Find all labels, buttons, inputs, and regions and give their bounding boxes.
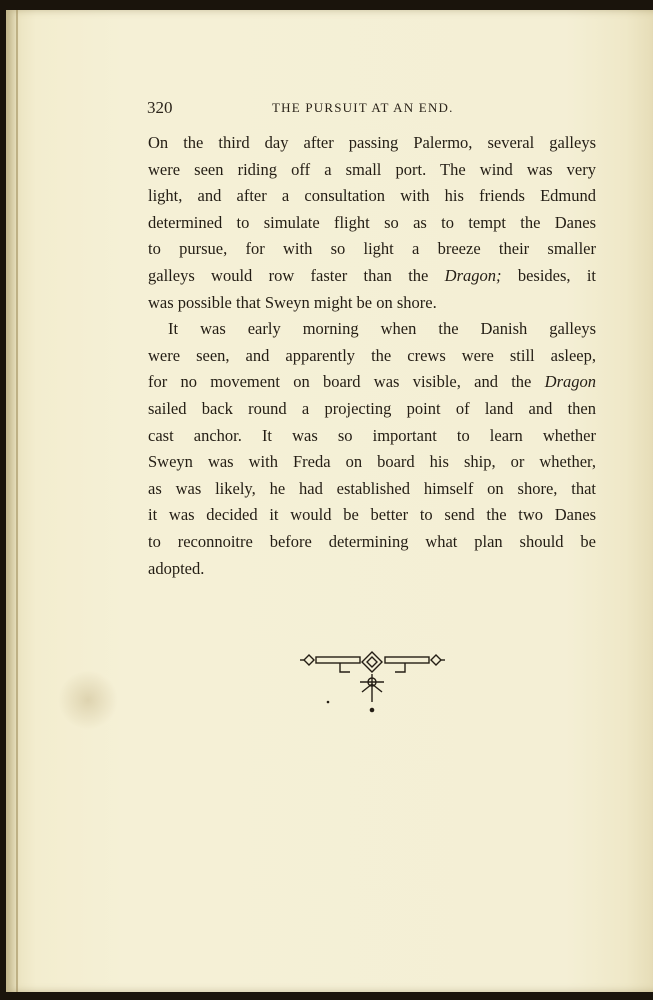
text-segment: for no movement on board was visible, and the: [148, 372, 545, 392]
text-line: adopted.: [148, 558, 205, 578]
text-line: to pursue, for with so light a breeze their smaller: [148, 239, 596, 259]
gutter-shadow: [16, 10, 18, 992]
page-number: 320: [147, 98, 173, 117]
text-segment: galleys would row faster than the: [148, 265, 445, 285]
text-line: It was early morning when the Danish galleys: [168, 319, 596, 339]
text-line: light, and after a consultation with his friends Edmund: [148, 186, 596, 206]
text-line: were seen, and apparently the crews were still asleep,: [148, 345, 596, 365]
text-line: was possible that Sweyn might be on shore.: [148, 292, 437, 312]
text-line: Sweyn was with Freda on board his ship, or whether,: [148, 452, 596, 472]
paper-stain: [58, 670, 118, 730]
text-line: it was decided it would be better to send the two Danes: [148, 505, 596, 525]
text-line: cast anchor. It was so important to learn whether: [148, 425, 596, 445]
text-line: as was likely, he had established himself on shore, that: [148, 478, 596, 498]
text-line: to reconnoitre before determining what plan should be: [148, 531, 596, 551]
ornament-icon: [300, 650, 445, 718]
text-line: determined to simulate flight so as to tempt the Danes: [148, 212, 596, 232]
text-line: [148, 263, 596, 290]
page-header: [142, 98, 522, 122]
text-line: On the third day after passing Palermo, several galleys: [148, 133, 596, 152]
running-head: THE PURSUIT AT AN END.: [272, 100, 454, 115]
ship-name: Dragon;: [444, 265, 502, 285]
text-segment: besides, it: [501, 265, 596, 285]
ship-name: Dragon: [544, 372, 596, 392]
body-text: [148, 130, 596, 582]
text-line: were seen riding off a small port. The wind was very: [148, 159, 596, 179]
text-line: sailed back round a projecting point of land and then: [148, 398, 596, 418]
text-line: [148, 369, 596, 396]
